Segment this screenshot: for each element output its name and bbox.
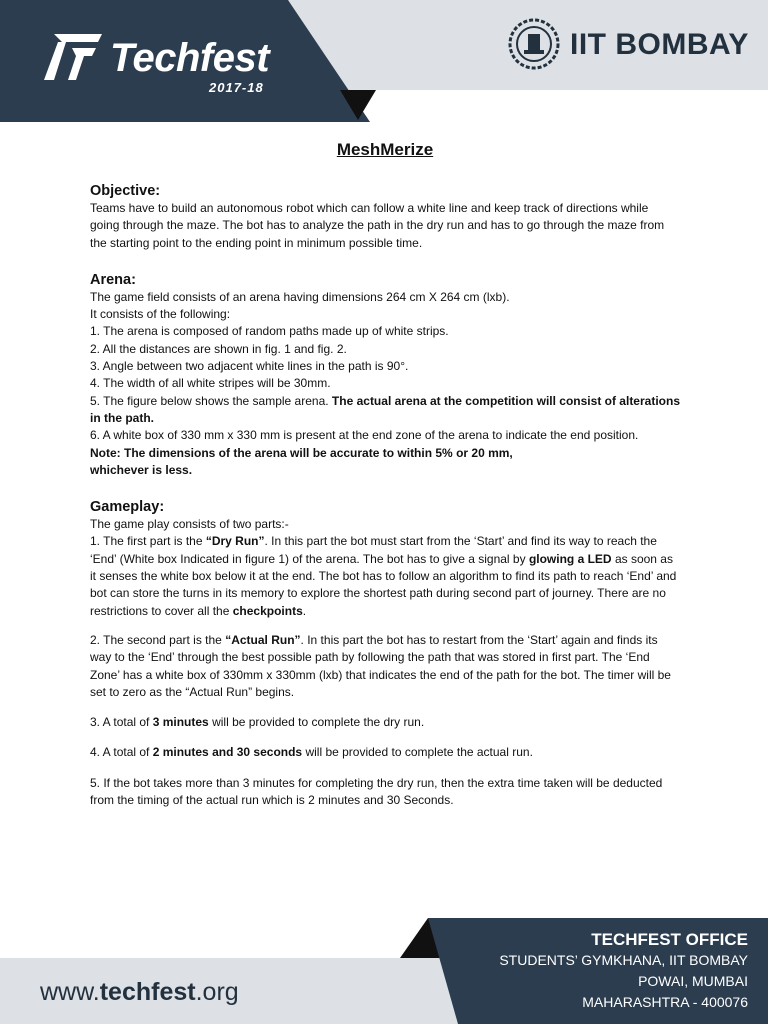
office-address <box>499 930 748 1013</box>
document-body <box>90 140 680 809</box>
arena-note-line-1: Note: The dimensions of the arena will be accurate to within 5% or 20 mm, <box>90 445 513 460</box>
edition-year: 2017-18 <box>209 80 264 95</box>
arena-line: 1. The arena is composed of random paths made up of white strips. <box>90 324 449 339</box>
arena-heading: Arena: <box>90 271 136 288</box>
arena-item-5-bold: The actual arena at the competition will consist of alterations in the path. <box>90 393 680 425</box>
arena-item-6: 6. A white box of 330 mm x 330 mm is present at the end zone of the arena to indicate the end position. <box>90 428 639 443</box>
text-run: . In this part the bot has to restart from the ‘Start’ again and finds its way to the ‘End’ through the best possible path by following the path that was stored in first part. The ‘End Zone’ has a white box of 330mm x 330mm (lxb) that indicates the end of the path for the bot. The timer will be set to zero as the “Actual Run” begins. <box>90 632 671 699</box>
text-run: will be provided to complete the actual run. <box>302 745 533 760</box>
text-run: 3. A total of <box>90 715 153 730</box>
arena-line: 4. The width of all white stripes will be 30mm. <box>90 376 331 391</box>
page-title: MeshMerize <box>336 140 434 159</box>
gameplay-heading: Gameplay: <box>90 499 165 516</box>
arena-line: The game field consists of an arena having dimensions 264 cm X 264 cm (lxb). <box>90 289 510 304</box>
page-header <box>0 0 768 122</box>
office-title: TECHFEST OFFICE <box>591 930 748 949</box>
office-address-line: STUDENTS’ GYMKHANA, IIT BOMBAY <box>499 952 748 968</box>
iit-seal-icon <box>508 18 560 70</box>
gameplay-part-2 <box>90 632 680 701</box>
office-address-line: MAHARASHTRA - 400076 <box>582 994 748 1010</box>
gameplay-part-4 <box>90 744 680 761</box>
arena-line: 2. All the distances are shown in fig. 1 and fig. 2. <box>90 341 347 356</box>
text-run-bold: “Actual Run” <box>225 632 301 647</box>
gameplay-intro: The game play consists of two parts:- <box>90 517 289 532</box>
arena-note-line-2: whichever is less. <box>90 462 193 477</box>
gameplay-part-1 <box>90 533 680 619</box>
website-url <box>40 978 239 1007</box>
text-run: 2. The second part is the <box>90 632 226 647</box>
arena-note <box>90 445 680 462</box>
website-suffix: .org <box>195 978 239 1006</box>
text-run-bold: 2 minutes and 30 seconds <box>152 745 303 760</box>
arena-note <box>90 462 680 479</box>
techfest-logo-icon <box>40 30 104 82</box>
text-run: will be provided to complete the dry run. <box>208 715 425 730</box>
arena-line: 3. Angle between two adjacent white lines in the path is 90°. <box>90 359 409 374</box>
text-run-bold: checkpoints <box>232 603 303 618</box>
arena-item-5 <box>90 393 680 428</box>
text-run: as soon as it senses the white box below it at the end. The bot has to follow an algorithm to find its path to reach ‘End’ and bot can store the turns in its memory to explore the shortest path during second part of journey. There are no restrictions to cover all the <box>90 551 677 618</box>
text-run-bold: glowing a LED <box>528 551 612 566</box>
arena-line: It consists of the following: <box>90 307 231 322</box>
text-run: . <box>302 603 307 618</box>
text-run: 1. The first part is the <box>90 534 206 549</box>
text-run-bold: 3 minutes <box>152 715 209 730</box>
text-run-bold: “Dry Run” <box>205 534 265 549</box>
arena-item-5-text: 5. The figure below shows the sample arena. <box>90 393 332 408</box>
website-brand: techfest <box>99 978 196 1006</box>
objective-text: Teams have to build an autonomous robot which can follow a white line and keep track of directions while going through the maze. The bot has to analyze the path in the dry run and has to go through the maze from the starting point to the ending point in minimum possible time. <box>90 201 665 250</box>
gameplay-part-5: 5. If the bot takes more than 3 minutes for completing the dry run, then the extra time taken will be deducted from the timing of the actual run which is 2 minutes and 30 Seconds. <box>90 775 663 808</box>
website-prefix: www. <box>40 978 100 1006</box>
text-run: . In this part the bot must start from the ‘Start’ and find its way to reach the ‘End’ (White box Indicated in figure 1) of the arena. The bot has to give a signal by <box>90 534 657 566</box>
office-address-line: POWAI, MUMBAI <box>638 973 748 989</box>
institute-name: IIT BOMBAY <box>570 28 749 61</box>
page-footer <box>0 916 768 1024</box>
gameplay-part-3 <box>90 714 680 731</box>
text-run: 4. A total of <box>90 745 153 760</box>
objective-heading: Objective: <box>90 183 161 199</box>
brand-name: Techfest <box>110 36 270 80</box>
